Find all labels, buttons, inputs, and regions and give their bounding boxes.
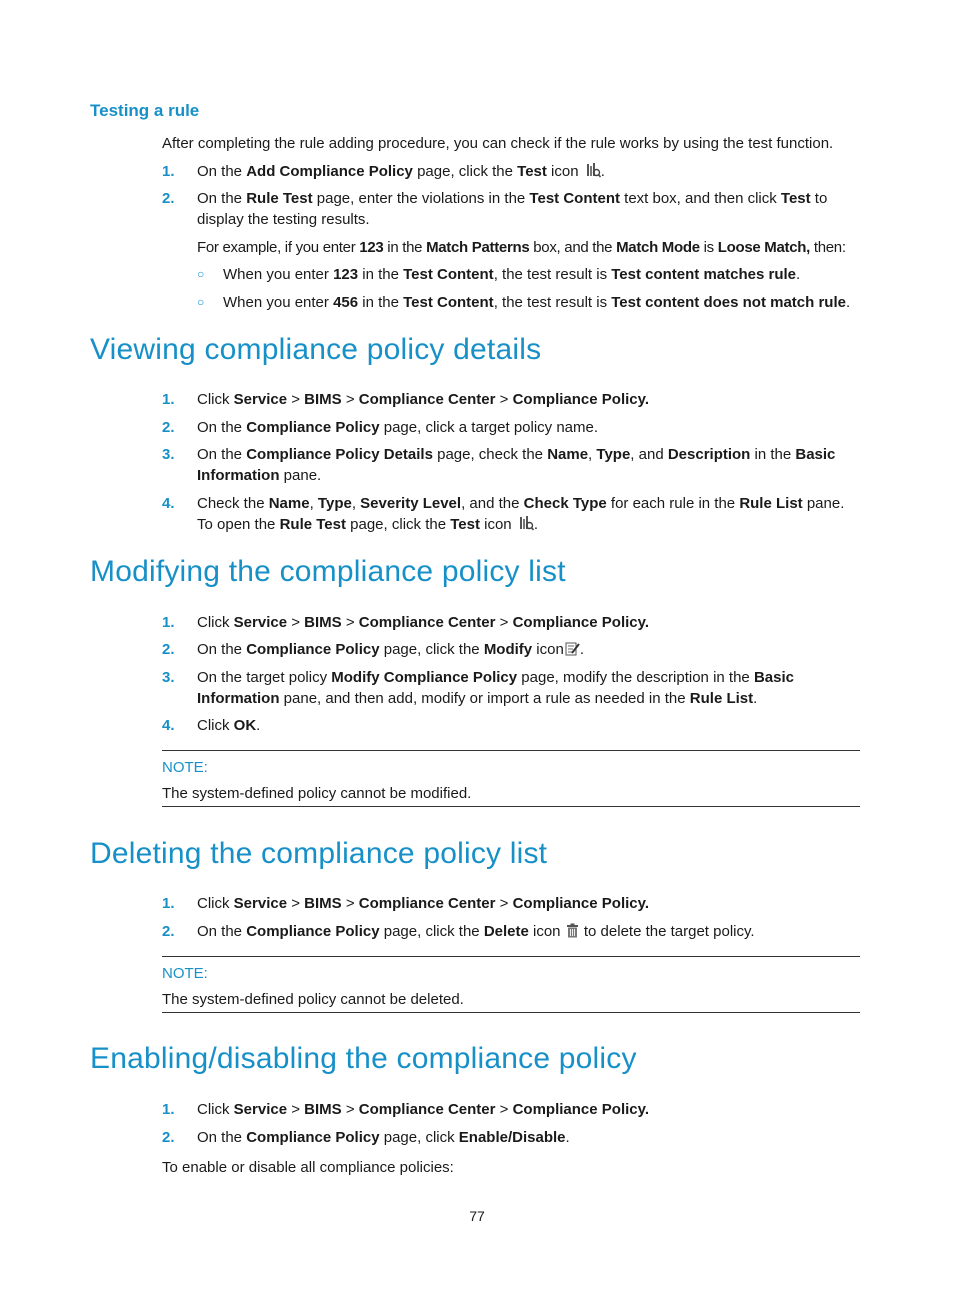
section-heading-modifying: Modifying the compliance policy list: [90, 555, 566, 588]
testing-intro-paragraph: After completing the rule adding procedure, you can check if the rule works by using the test function.: [162, 135, 834, 152]
deleting-step-1: 1. Click Service > BIMS > Compliance Center > Compliance Policy.: [162, 895, 650, 912]
testing-step-2: 2. On the Rule Test page, enter the violations in the Test Content text box, and then click Test to display the testing results.: [162, 190, 828, 228]
enabling-step-2: 2. On the Compliance Policy page, click Enable/Disable.: [162, 1129, 570, 1146]
step-number: 1.: [162, 391, 175, 408]
modifying-step-2: 2. On the Compliance Policy page, click the Modify icon .: [162, 641, 584, 658]
page-number: 77: [469, 1208, 485, 1224]
modify-icon: [565, 641, 580, 656]
viewing-step-1: 1. Click Service > BIMS > Compliance Center > Compliance Policy.: [162, 391, 650, 408]
section-heading-viewing: Viewing compliance policy details: [90, 333, 542, 366]
deleting-step-2: 2. On the Compliance Policy page, click the Delete icon to delete the target policy.: [162, 923, 755, 940]
testing-bullet-1: ○ When you enter 123 in the Test Content, the test result is Test content matches rule.: [197, 266, 801, 283]
modifying-step-4: 4. Click OK.: [162, 717, 261, 734]
modifying-step-3: 3. On the target policy Modify Compliance Policy page, modify the description in the Basic Information pane, and then add, modify or import a rule as needed in the Rule List.: [162, 669, 794, 707]
viewing-step-2: 2. On the Compliance Policy page, click a target policy name.: [162, 419, 599, 436]
deleting-note-box: [162, 956, 860, 1013]
step-number: 3.: [162, 669, 175, 686]
step-number: 1.: [162, 1101, 175, 1118]
section-heading-testing-a-rule: Testing a rule: [90, 101, 200, 120]
enabling-trailing-paragraph: To enable or disable all compliance policies:: [162, 1159, 454, 1176]
delete-icon: [565, 923, 580, 938]
enabling-step-1: 1. Click Service > BIMS > Compliance Center > Compliance Policy.: [162, 1101, 650, 1118]
note-label: NOTE:: [162, 965, 208, 982]
note-label: NOTE:: [162, 759, 208, 776]
bullet-marker: ○: [197, 267, 205, 281]
testing-bullet-2: ○ When you enter 456 in the Test Content, the test result is Test content does not match rule.: [197, 294, 851, 311]
testing-step-1: 1. On the Add Compliance Policy page, click the Test icon .: [162, 163, 605, 180]
step-number: 4.: [162, 717, 175, 734]
step-number: 4.: [162, 495, 175, 512]
note-text: The system-defined policy cannot be modified.: [162, 785, 472, 802]
section-heading-deleting: Deleting the compliance policy list: [90, 837, 548, 870]
step-number: 2.: [162, 190, 175, 207]
step-number: 3.: [162, 446, 175, 463]
step-number: 1.: [162, 895, 175, 912]
modifying-step-1: 1. Click Service > BIMS > Compliance Center > Compliance Policy.: [162, 614, 650, 631]
modifying-note-box: [162, 750, 860, 807]
step-number: 2.: [162, 923, 175, 940]
note-text: The system-defined policy cannot be deleted.: [162, 991, 464, 1008]
bullet-marker: ○: [197, 295, 205, 309]
step-number: 1.: [162, 614, 175, 631]
step-number: 2.: [162, 419, 175, 436]
testing-example-paragraph: For example, if you enter 123 in the Match Patterns box, and the Match Mode is Loose Match, then:: [197, 239, 846, 256]
section-heading-enabling: Enabling/disabling the compliance policy: [90, 1042, 637, 1075]
step-number: 2.: [162, 641, 175, 658]
viewing-step-4: 4. Check the Name, Type, Severity Level, and the Check Type for each rule in the Rule List pane. To open the Rule Test page, click the Test icon .: [162, 495, 845, 533]
test-icon: [586, 163, 601, 178]
test-icon: [519, 516, 534, 531]
step-number: 1.: [162, 163, 175, 180]
viewing-step-3: 3. On the Compliance Policy Details page, check the Name, Type, and Description in the Basic Information pane.: [162, 446, 836, 484]
step-number: 2.: [162, 1129, 175, 1146]
